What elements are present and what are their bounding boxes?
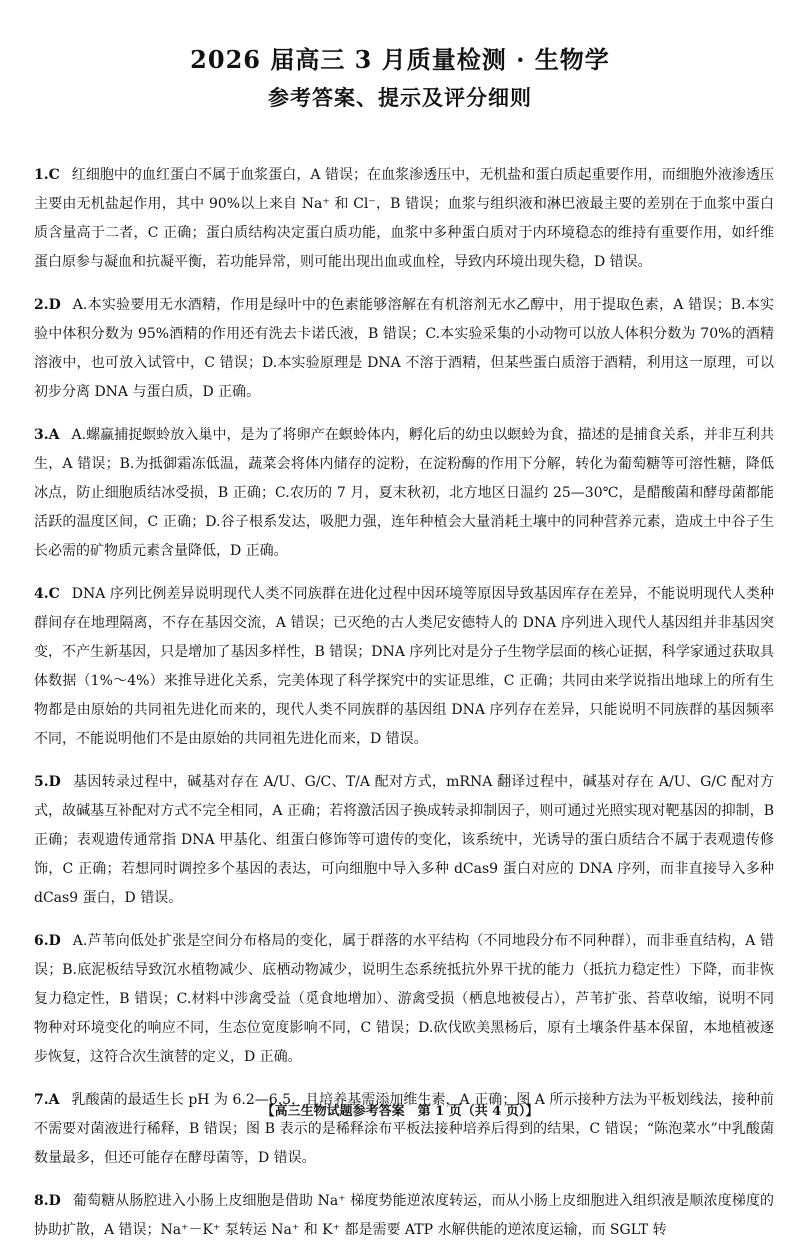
answer-item: [34, 927, 774, 1072]
answer-number: 4.C: [34, 586, 60, 602]
answer-item: [34, 161, 774, 277]
answer-explanation: 红细胞中的血红蛋白不属于血浆蛋白，A 错误；在血浆渗透压中，无机盐和蛋白质起重要作用，而细胞外液渗透压主要由无机盐起作用，其中 90%以上来自 Na⁺ 和 Cl⁻，B 错误；血浆与组织液和淋巴液最主要的差别在于血浆中蛋白质含量高于二者，C 正确；蛋白质结构决定蛋白质功能，血浆中多种蛋白质对于内环境稳态的维持有重要作用，如纤维蛋白原参与凝血和抗凝平衡，若功能异常，则可能出现出血或血栓，导致内环境出现失稳，D 错误。: [34, 167, 774, 270]
answer-number: 7.A: [34, 1092, 60, 1108]
page-footer: 【高三生物试题参考答案 第 1 页（共 4 页）】: [261, 1104, 539, 1119]
answer-explanation: A.本实验要用无水酒精，作用是绿叶中的色素能够溶解在有机溶剂无水乙醇中，用于提取色素，A 错误；B.本实验中体积分数为 95%酒精的作用还有洗去卡诺氏液，B 错误；C.本实验采集的小动物可以放人体积分数为 70%的酒精溶液中，也可放入试管中，C 错误；D.本实验原理是 DNA 不溶于酒精，但某些蛋白质溶于酒精，利用这一原理，可以初步分离 DNA 与蛋白质，D 正确。: [34, 297, 774, 400]
answer-item: [34, 580, 774, 754]
answer-explanation: 基因转录过程中，碱基对存在 A/U、G/C、T/A 配对方式，mRNA 翻译过程中，碱基对存在 A/U、G/C 配对方式，故碱基互补配对方式不完全相同，A 正确；若将激活因子换成转录抑制因子，则可通过光照实现对靶基因的抑制，B 正确；表观遗传通常指 DNA 甲基化、组蛋白修饰等可遗传的变化，该系统中，光诱导的蛋白质结合不属于表观遗传修饰，C 正确；若想同时调控多个基因的表达，可向细胞中导入多种 dCas9 蛋白对应的 DNA 序列，而非直接导入多种 dCas9 蛋白，D 错误。: [34, 774, 774, 906]
answer-explanation: DNA 序列比例差异说明现代人类不同族群在进化过程中因环境等原因导致基因库存在差异，不能说明现代人类种群间存在地理隔离，不存在基因交流，A 错误；已灭绝的古人类尼安德特人的 DNA 序列进入现代人基因组并非基因突变，不产生新基因，只是增加了基因多样性，B 错误；DNA 序列比对是分子生物学层面的核心证据，科学家通过获取具体数据（1%～4%）来推导进化关系，完美体现了科学探究中的实证思维，C 正确；共同由来学说指出地球上的所有生物都是由原始的共同祖先进化而来的，现代人类不同族群的基因组 DNA 序列存在差异，只能说明不同族群的基因频率不同，不能说明他们不是由原始的共同祖先进化而来，D 错误。: [34, 586, 774, 747]
page-title: 2026 届高三 3 月质量检测 · 生物学: [190, 45, 610, 74]
answer-number: 1.C: [34, 167, 60, 183]
page-subtitle: 参考答案、提示及评分细则: [268, 85, 532, 110]
answer-explanation: A.芦苇向低处扩张是空间分布格局的变化，属于群落的水平结构（不同地段分布不同种群），而非垂直结构，A 错误；B.底泥板结导致沉水植物减少、底栖动物减少，说明生态系统抵抗外界干扰的能力（抵抗力稳定性）下降，而非恢复力稳定性，B 错误；C.材料中涉禽受益（觅食地增加）、游禽受损（栖息地被侵占），芦苇扩张、苔草收缩，说明不同物种对环境变化的响应不同，生态位宽度影响不同，C 错误；D.砍伐欧美黑杨后，原有土壤条件基本保留，本地植被逐步恢复，这符合次生演替的定义，D 正确。: [34, 933, 774, 1065]
answer-explanation: 乳酸菌的最适生长 pH 为 6.2—6.5，且培养基需添加维生素，A 正确；图 A 所示接种方法为平板划线法，接种前不需要对菌液进行稀释，B 错误；图 B 表示的是稀释涂布平板法接种培养后得到的结果，C 错误；“陈泡菜水”中乳酸菌数量最多，但还可能存在酵母菌等，D 错误。: [34, 1092, 774, 1166]
answer-number: 3.A: [34, 427, 60, 443]
answer-number: 5.D: [34, 774, 61, 790]
answer-item: [34, 421, 774, 566]
answer-number: 6.D: [34, 933, 61, 949]
answer-item: [34, 1187, 774, 1245]
answer-item: [34, 768, 774, 913]
answer-number: 8.D: [34, 1193, 61, 1209]
answer-explanation: 葡萄糖从肠腔进入小肠上皮细胞是借助 Na⁺ 梯度势能逆浓度转运，而从小肠上皮细胞进入组织液是顺浓度梯度的协助扩散，A 错误；Na⁺－K⁺ 泵转运 Na⁺ 和 K⁺ 都是需要 ATP 水解供能的逆浓度运输，而 SGLT 转: [34, 1193, 774, 1238]
answer-number: 2.D: [34, 297, 61, 313]
answer-explanation: A.螺蠃捕捉螟蛉放入巢中，是为了将卵产在螟蛉体内，孵化后的幼虫以螟蛉为食，描述的是捕食关系，并非互利共生，A 错误；B.为抵御霜冻低温，蔬菜会将体内储存的淀粉，在淀粉酶的作用下分解，转化为葡萄糖等可溶性糖，降低冰点，防止细胞质结冰受损，B 正确；C.农历的 7 月，夏末秋初，北方地区日温约 25—30℃，是醋酸菌和酵母菌都能活跃的温度区间，C 正确；D.谷子根系发达，吸肥力强，连年种植会大量消耗土壤中的同种营养元素，造成土中谷子生长必需的矿物质元素含量降低，D 正确。: [34, 427, 774, 559]
answer-item: [34, 291, 774, 407]
answer-list: [34, 147, 774, 1246]
